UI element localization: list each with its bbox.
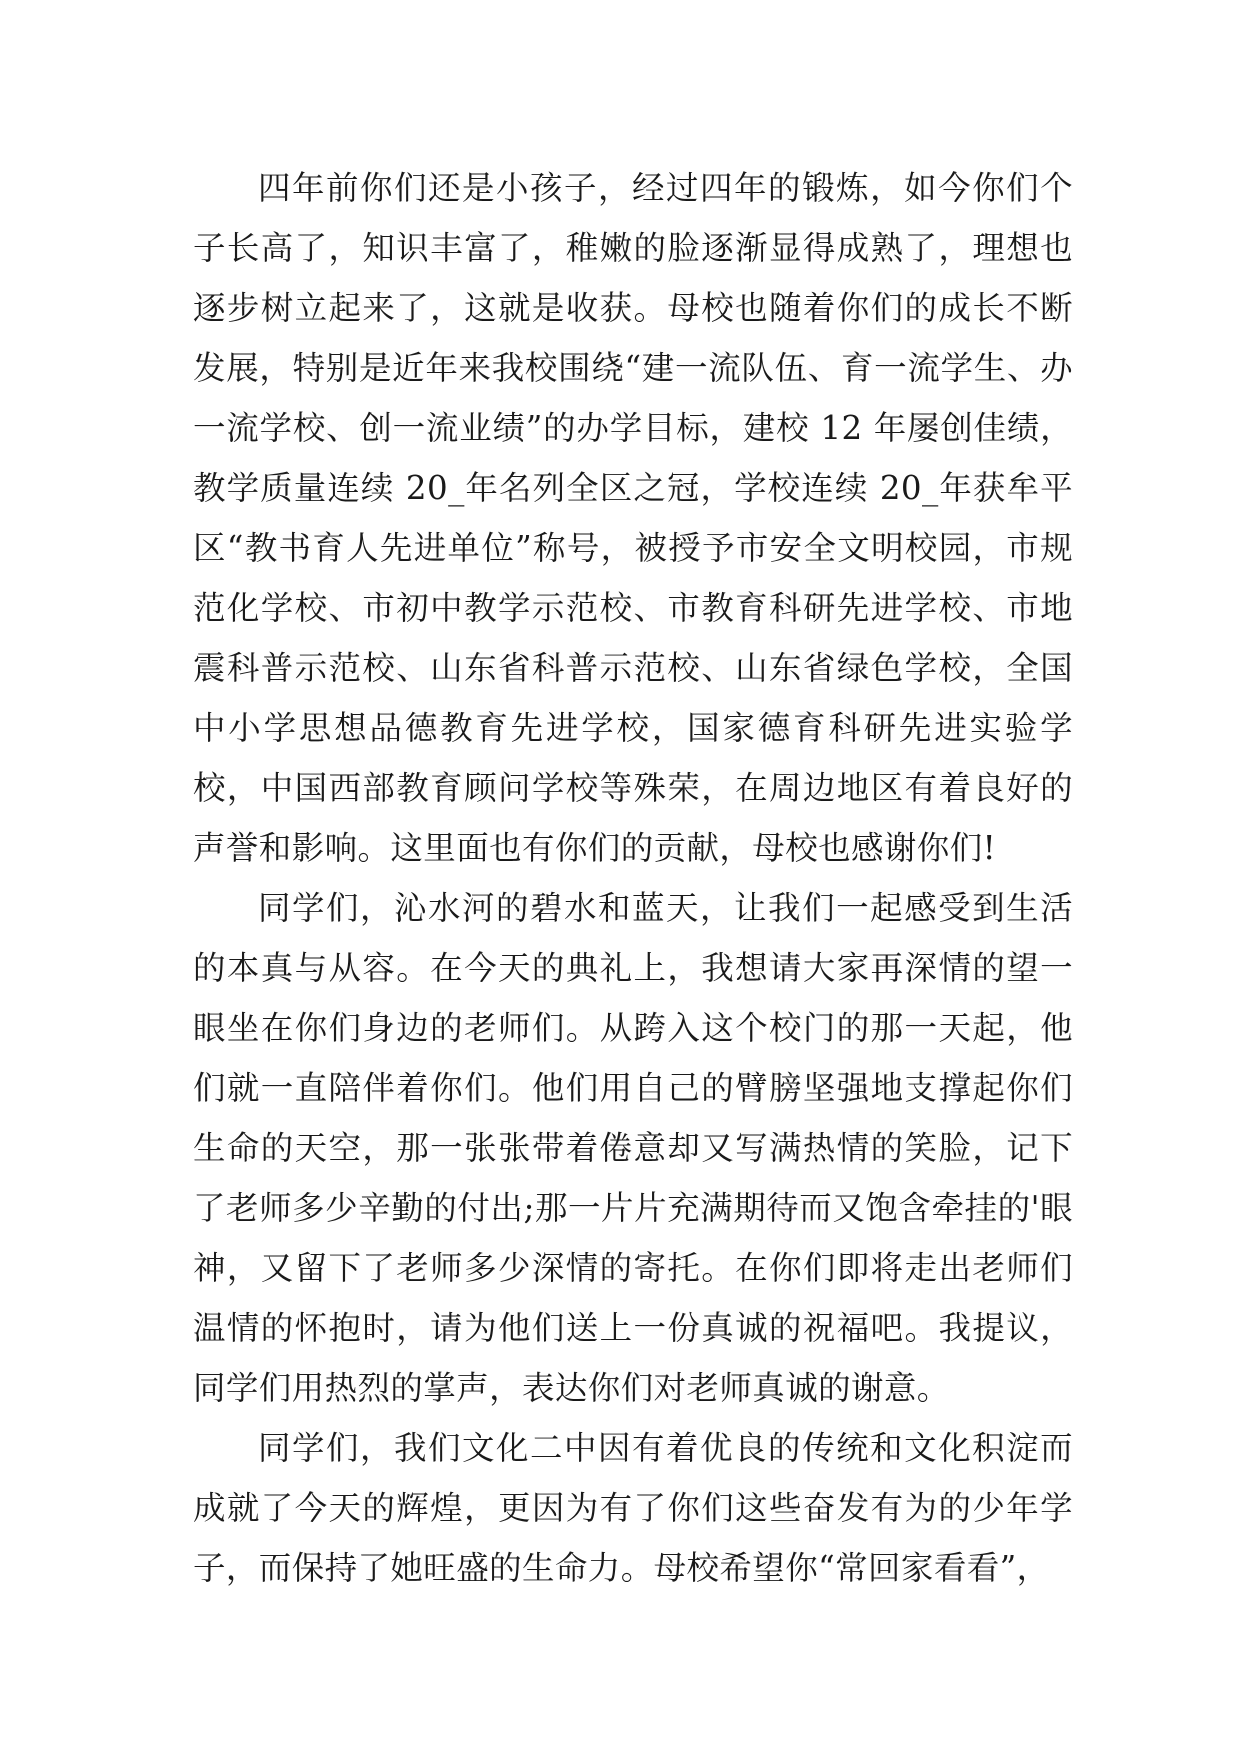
paragraph-school-legacy: 同学们，我们文化二中因有着优良的传统和文化积淀而成就了今天的辉煌，更因为有了你们这些奋发有为的少年学子，而保持了她旺盛的生命力。母校希望你“常回家看看”， <box>193 1429 1073 1587</box>
paragraph-teachers: 同学们，沁水河的碧水和蓝天，让我们一起感受到生活的本真与从容。在今天的典礼上，我想请大家再深情的望一眼坐在你们身边的老师们。从跨入这个校门的那一天起，他们就一直陪伴着你们。他们用自己的臂膀坚强地支撑起你们生命的天空，那一张张带着倦意却又写满热情的笑脸，记下了老师多少辛勤的付出;那一片片充满期待而又饱含牵挂的'眼神，又留下了老师多少深情的寄托。在你们即将走出老师们温情的怀抱时，请为他们送上一份真诚的祝福吧。我提议，同学们用热烈的掌声，表达你们对老师真诚的谢意。 <box>193 889 1073 1407</box>
body-text <box>193 158 1073 1598</box>
paragraph-achievements: 四年前你们还是小孩子，经过四年的锻炼，如今你们个子长高了，知识丰富了，稚嫩的脸逐渐显得成熟了，理想也逐步树立起来了，这就是收获。母校也随着你们的成长不断发展，特别是近年来我校围绕“建一流队伍、育一流学生、办一流学校、创一流业绩”的办学目标，建校 12 年屡创佳绩，教学质量连续 20_年名列全区之冠，学校连续 20_年获牟平区“教书育人先进单位”称号，被授予市安全文明校园，市规范化学校、市初中教学示范校、市教育科研先进学校、市地震科普示范校、山东省科普示范校、山东省绿色学校，全国中小学思想品德教育先进学校，国家德育科研先进实验学校，中国西部教育顾问学校等殊荣，在周边地区有着良好的声誉和影响。这里面也有你们的贡献，母校也感谢你们! <box>193 169 1073 867</box>
